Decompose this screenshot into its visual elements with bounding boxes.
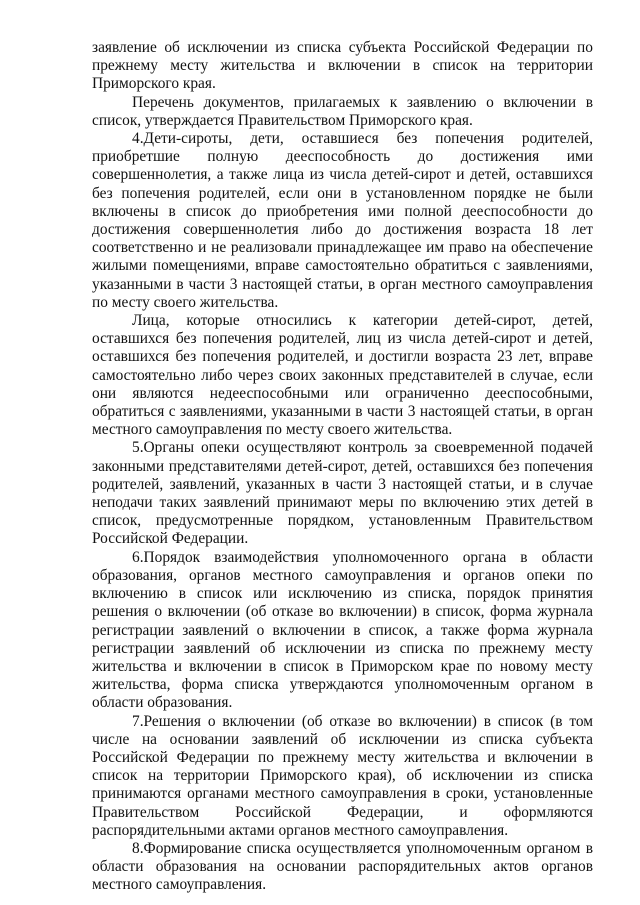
paragraph-item-7: 7.Решения о включении (об отказе во включении) в список (в том числе на основании заявлений об исключении из списка субъекта Российской Федерации по прежнему месту жительства и включении в список на территории Приморского края), об исключении из списка принимаются органами местного самоуправления в сроки, установленные Правительством Российской Федерации, и оформляются распорядительными актами органов местного самоуправления. <box>92 712 593 839</box>
paragraph-item-8: 8.Формирование списка осуществляется уполномоченным органом в области образования на основании распорядительных актов органов местного самоуправления. <box>92 839 593 894</box>
paragraph-item-6: 6.Порядок взаимодействия уполномоченного органа в области образования, органов местного самоуправления и органов опеки по включению в список или исключению из списка, порядок принятия решения о включении (об отказе во включении) в список, форма журнала регистрации заявлений о включении в список, а также форма журнала регистрации заявлений об исключении из списка по прежнему месту жительства и включении в список в Приморском крае по новому месту жительства, форма списка утверждаются уполномоченным органом в области образования. <box>92 548 593 712</box>
paragraph-item-4: 4.Дети-сироты, дети, оставшиеся без попечения родителей, приобретшие полную дееспособность до достижения ими совершеннолетия, а также лица из числа детей-сирот и детей, оставшихся без попечения родителей, если они в установленном порядке не были включены в список до приобретения ими полной дееспособности до достижения совершеннолетия либо до достижения возраста 18 лет соответственно и не реализовали принадлежащее им право на обеспечение жилыми помещениями, вправе самостоятельно обратиться с заявлениями, указанными в части 3 настоящей статьи, в орган местного самоуправления по месту своего жительства. <box>92 130 593 311</box>
paragraph-continuation: заявление об исключении из списка субъекта Российской Федерации по прежнему месту жительства и включении в список на территории Приморского края. <box>92 39 593 93</box>
paragraph-persons-over-23: Лица, которые относились к категории детей-сирот, детей, оставшихся без попечения родителей, лиц из числа детей-сирот и детей, оставшихся без попечения родителей, и достигли возраста 23 лет, вправе самостоятельно либо через своих законных представителей в случае, если они являются недееспособными или ограниченно дееспособными, обратиться с заявлениями, указанными в части 3 настоящей статьи, в орган местного самоуправления по месту своего жительства. <box>92 312 593 439</box>
paragraph-documents-list: Перечень документов, прилагаемых к заявлению о включении в список, утверждается Правительством Приморского края. <box>92 93 593 129</box>
paragraph-item-5: 5.Органы опеки осуществляют контроль за своевременной подачей законными представителями детей-сирот, детей, оставшихся без попечения родителей, заявлений, указанных в части 3 настоящей статьи, и в случае неподачи таких заявлений принимают меры по включению этих детей в список, предусмотренные порядком, установленным Правительством Российской Федерации. <box>92 439 593 548</box>
